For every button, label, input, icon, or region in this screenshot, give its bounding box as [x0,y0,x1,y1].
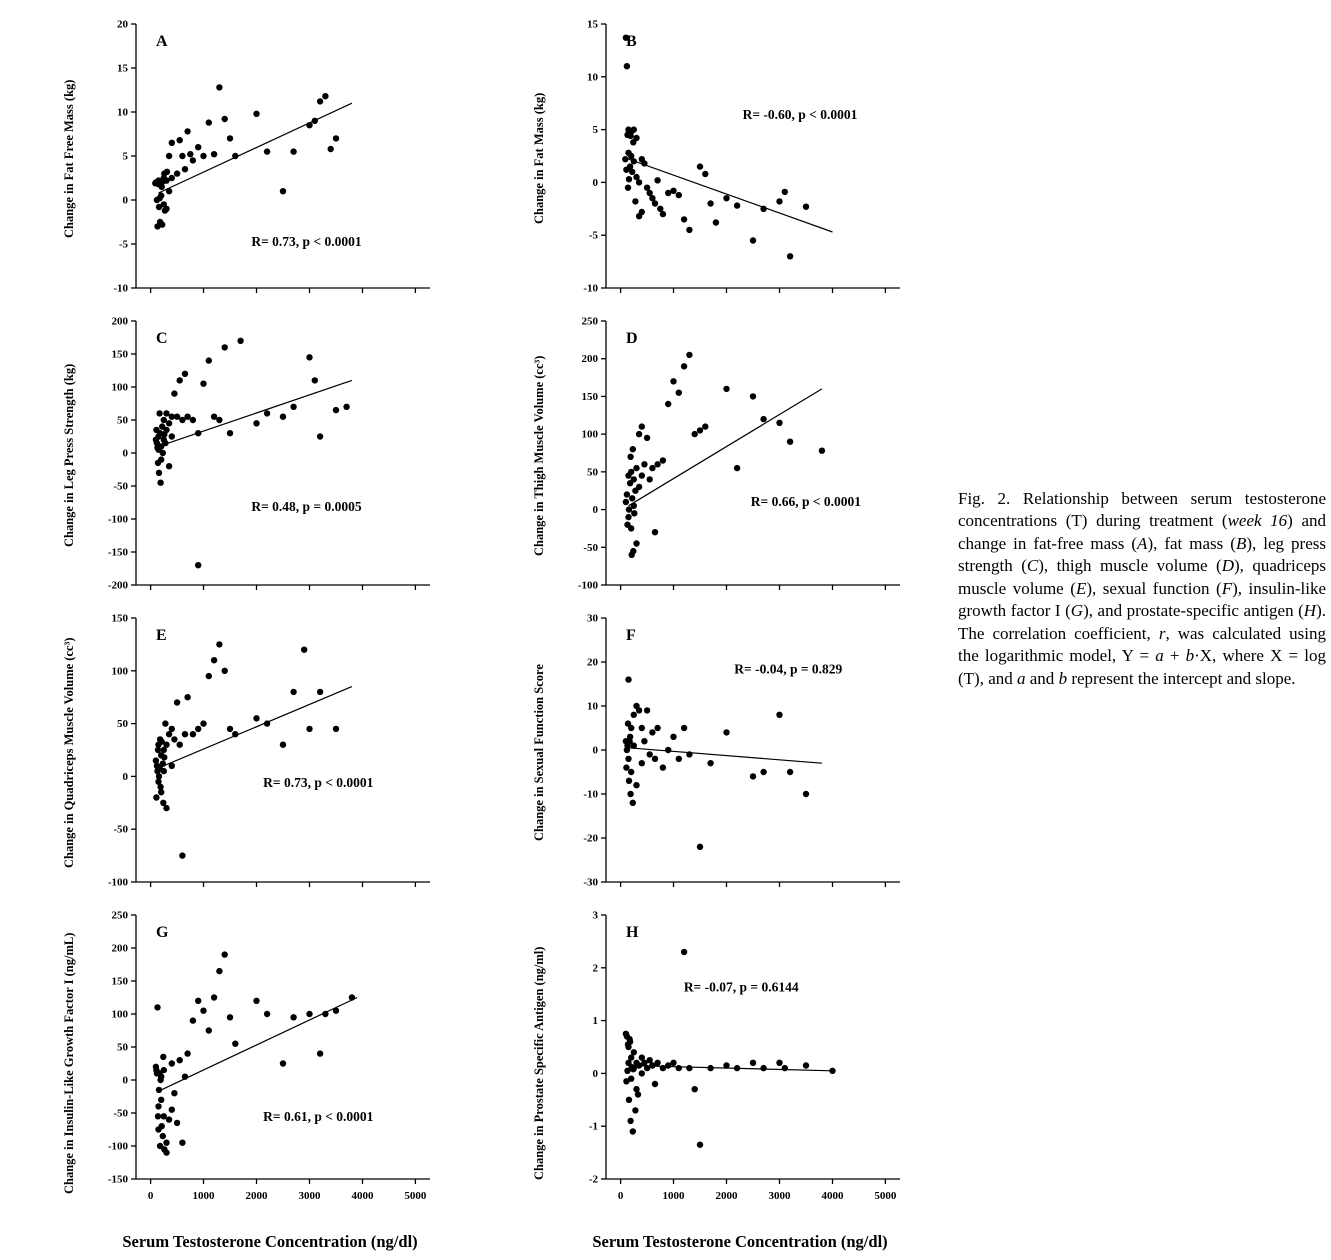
y-axis-label-C: Change in Leg Press Strength (kg) [62,363,76,548]
svg-text:0: 0 [122,1074,128,1087]
correlation-annotation: R= 0.66, p < 0.0001 [750,493,862,509]
svg-text:3000: 3000 [298,1190,321,1202]
panel-H [532,901,918,1226]
panel-E [62,604,448,901]
regression-line [626,158,833,232]
y-axis-label-G: Change in Insulin-Like Growth Factor I (ng/mL) [62,932,76,1195]
correlation-annotation: R= -0.07, p = 0.6144 [683,979,799,995]
left-column [62,10,448,1252]
panel-D [532,307,918,604]
svg-text:-200: -200 [107,579,128,592]
correlation-annotation: R= 0.73, p < 0.0001 [251,233,362,249]
chart-svg-G [88,901,448,1221]
svg-text:5000: 5000 [404,1190,427,1202]
svg-text:250: 250 [581,315,598,328]
svg-text:150: 150 [111,612,128,625]
svg-text:-30: -30 [583,876,598,889]
svg-text:-1: -1 [588,1120,598,1133]
svg-text:-150: -150 [107,1173,128,1186]
svg-text:0: 0 [592,744,598,757]
chart-B [558,10,918,307]
correlation-annotation: R= 0.73, p < 0.0001 [263,775,374,790]
svg-text:50: 50 [117,718,128,731]
chart-F [558,604,918,901]
axes [583,613,900,889]
y-axis-label-D: Change in Thigh Muscle Volume (cc³) [532,355,546,556]
svg-text:4000: 4000 [821,1190,844,1202]
correlation-annotation: R= 0.61, p < 0.0001 [263,1108,374,1124]
svg-text:0: 0 [122,770,128,783]
svg-text:15: 15 [587,18,598,31]
panel-letter: B [626,33,637,50]
chart-G [88,901,448,1226]
scatter-points [623,352,825,558]
y-axis-label-H: Change in Prostate Specific Antigen (ng/ml) [532,946,546,1181]
svg-text:15: 15 [117,62,128,75]
svg-text:-10: -10 [583,282,598,295]
svg-text:10: 10 [117,106,128,119]
svg-text:-20: -20 [583,832,598,845]
chart-D [558,307,918,604]
svg-text:2000: 2000 [715,1190,738,1202]
svg-text:30: 30 [587,612,598,625]
y-axis-label-B: Change in Fat Mass (kg) [532,92,546,225]
svg-text:0: 0 [122,194,128,207]
svg-text:100: 100 [111,381,128,394]
svg-text:0: 0 [592,504,598,517]
svg-text:20: 20 [587,656,598,669]
panel-letter: G [156,924,169,941]
x-axis-title-left: Serum Testosterone Concentration (ng/dl) [122,1232,418,1251]
svg-text:5: 5 [592,124,598,137]
chart-svg-D [558,307,918,599]
svg-text:0: 0 [617,1190,624,1202]
svg-text:10: 10 [587,71,598,84]
svg-text:3: 3 [592,909,598,922]
svg-text:100: 100 [581,428,598,441]
chart-svg-E [88,604,448,896]
svg-text:10: 10 [587,700,598,713]
axes [113,19,430,295]
chart-svg-B [558,10,918,302]
chart-svg-F [558,604,918,896]
x-axis-title-right: Serum Testosterone Concentration (ng/dl) [592,1232,888,1251]
svg-text:-10: -10 [583,788,598,801]
svg-text:-10: -10 [113,282,128,295]
svg-text:-150: -150 [107,546,128,559]
y-axis-label-F: Change in Sexual Function Score [532,664,546,841]
svg-text:50: 50 [117,414,128,427]
regression-line [161,998,357,1090]
axes [589,910,900,1203]
right-column [532,10,918,1252]
svg-text:-5: -5 [588,229,598,242]
panel-A [62,10,448,307]
correlation-annotation: R= -0.04, p = 0.829 [734,661,843,677]
svg-text:5: 5 [122,150,128,163]
svg-text:5000: 5000 [874,1190,897,1202]
panel-letter: E [156,627,167,644]
panel-G [62,901,448,1226]
scatter-points [622,35,809,260]
chart-A [88,10,448,307]
axes [108,316,430,592]
svg-text:-100: -100 [577,579,598,592]
y-axis-label-E: Change in Quadriceps Muscle Volume (cc³) [62,637,76,868]
svg-text:-100: -100 [107,876,128,889]
chart-svg-C [88,307,448,599]
regression-line [629,1066,833,1071]
scatter-points [623,676,810,850]
svg-text:20: 20 [117,18,128,31]
svg-text:50: 50 [117,1041,128,1054]
chart-H [558,901,918,1226]
svg-text:200: 200 [581,353,598,366]
svg-text:50: 50 [587,466,598,479]
chart-svg-H [558,901,918,1221]
panel-F [532,604,918,901]
scatter-points [153,641,340,859]
svg-text:150: 150 [581,390,598,403]
svg-text:1000: 1000 [192,1190,215,1202]
svg-text:-2: -2 [588,1173,598,1186]
y-axis-label-A: Change in Fat Free Mass (kg) [62,79,76,238]
panel-C [62,307,448,604]
panel-letter: A [156,33,168,50]
svg-text:-100: -100 [107,1140,128,1153]
panel-letter: C [156,330,168,347]
svg-text:200: 200 [111,942,128,955]
svg-text:1000: 1000 [662,1190,685,1202]
svg-text:-50: -50 [113,823,128,836]
figure-caption: Fig. 2. Relationship between serum testosterone concentrations (T) during treatment (week 16) and change in fat-free mass (A), fat mass (B), leg press strength (C), thigh muscle volume (D), quadriceps muscle volume (E), sexual function (F), insulin-like growth factor I (G), and prostate-specific antigen (H). The correlation coefficient, r, was calculated using the logarithmic model, Y = a + b·X, where X = log (T), and a and b represent the intercept and slope. [958,489,1326,688]
axes [108,910,430,1203]
chart-E [88,604,448,901]
svg-text:-50: -50 [583,541,598,554]
correlation-annotation: R= -0.60, p < 0.0001 [742,107,858,122]
svg-text:0: 0 [592,176,598,189]
svg-text:200: 200 [111,315,128,328]
panel-letter: D [626,330,638,347]
scatter-points [153,951,355,1155]
svg-text:1: 1 [592,1015,598,1028]
svg-text:-50: -50 [113,480,128,493]
svg-text:150: 150 [111,975,128,988]
svg-text:2000: 2000 [245,1190,268,1202]
scatter-points [153,338,350,569]
chart-C [88,307,448,604]
panel-B [532,10,918,307]
svg-text:-100: -100 [107,513,128,526]
scatter-points [152,84,339,229]
svg-text:-5: -5 [118,238,128,251]
svg-text:4000: 4000 [351,1190,374,1202]
chart-svg-A [88,10,448,302]
panel-letter: H [626,924,639,941]
svg-text:0: 0 [592,1067,598,1080]
svg-text:150: 150 [111,348,128,361]
svg-text:0: 0 [147,1190,154,1202]
regression-line [629,748,822,763]
panel-letter: F [626,627,636,644]
correlation-annotation: R= 0.48, p = 0.0005 [251,499,362,515]
svg-text:100: 100 [111,665,128,678]
svg-text:2: 2 [592,962,598,975]
svg-text:250: 250 [111,909,128,922]
svg-text:100: 100 [111,1008,128,1021]
svg-text:0: 0 [122,447,128,460]
axes [578,316,900,592]
svg-text:-50: -50 [113,1107,128,1120]
regression-line [629,389,822,506]
svg-text:3000: 3000 [768,1190,791,1202]
